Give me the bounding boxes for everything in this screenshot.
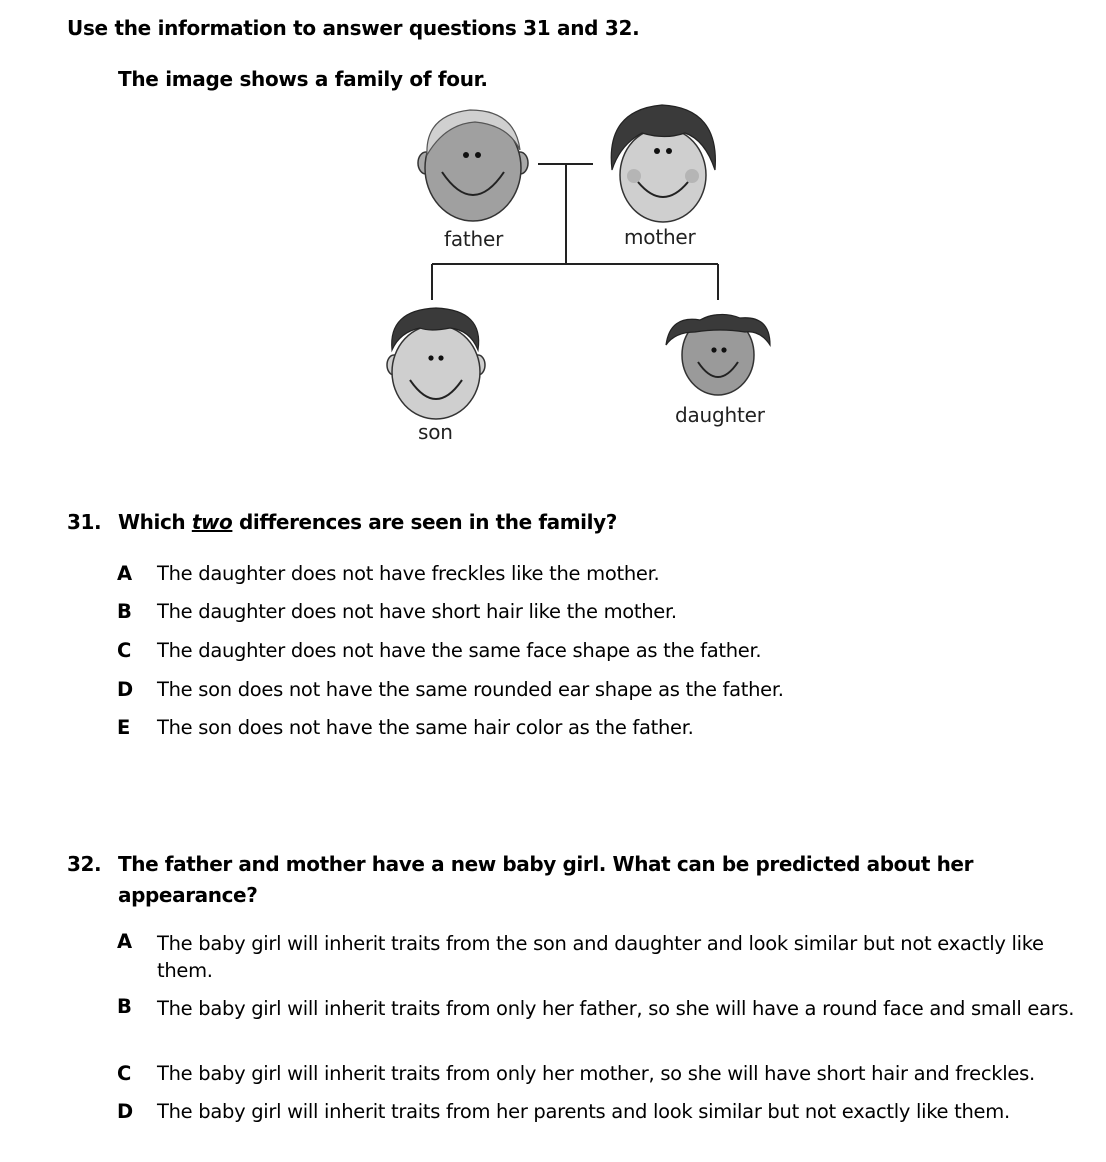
option-text: The daughter does not have the same face shape as the father. <box>157 639 762 662</box>
option-text: The baby girl will inherit traits from only her father, so she will have a round face and small ears. <box>157 997 1075 1020</box>
option-text: The daughter does not have short hair like the mother. <box>157 600 677 623</box>
family-tree-figure <box>380 100 780 460</box>
son-face-icon <box>387 308 485 419</box>
instructions-heading: Use the information to answer questions 31 and 32. <box>67 16 640 40</box>
option-letter: E <box>117 716 131 739</box>
option-letter: A <box>117 930 132 953</box>
stimulus-caption: The image shows a family of four. <box>118 67 488 91</box>
son-label: son <box>418 420 453 444</box>
option-text: The son does not have the same rounded ear shape as the father. <box>157 678 784 701</box>
option-letter: D <box>117 1100 133 1123</box>
question-32-stem <box>67 849 1027 907</box>
question-number: 31. <box>67 510 102 534</box>
option-text: The baby girl will inherit traits from the son and daughter and look similar but not exactly like them. <box>157 932 1044 982</box>
option-text: The son does not have the same hair color as the father. <box>157 716 694 739</box>
emphasis-word: two <box>191 510 233 534</box>
question-text: differences are seen in the family? <box>232 510 617 534</box>
option-letter: B <box>117 995 132 1018</box>
daughter-label: daughter <box>675 403 765 427</box>
option-text: The daughter does not have freckles like the mother. <box>157 562 660 585</box>
option-letter: C <box>117 639 132 662</box>
father-face-icon <box>418 110 528 221</box>
question-number: 32. <box>67 852 102 876</box>
option-text: The baby girl will inherit traits from only her mother, so she will have short hair and freckles. <box>157 1062 1035 1085</box>
question-text: Which <box>118 510 192 534</box>
mother-label: mother <box>624 225 696 249</box>
question-31-stem <box>67 510 617 534</box>
option-text: The baby girl will inherit traits from her parents and look similar but not exactly like them. <box>157 1100 1010 1123</box>
question-text: The father and mother have a new baby girl. What can be predicted about her appearance? <box>118 852 974 907</box>
option-letter: C <box>117 1062 132 1085</box>
daughter-face-icon <box>666 314 770 395</box>
father-label: father <box>444 227 504 251</box>
option-letter: B <box>117 600 132 623</box>
option-letter: A <box>117 562 132 585</box>
mother-face-icon <box>611 105 715 222</box>
option-letter: D <box>117 678 133 701</box>
